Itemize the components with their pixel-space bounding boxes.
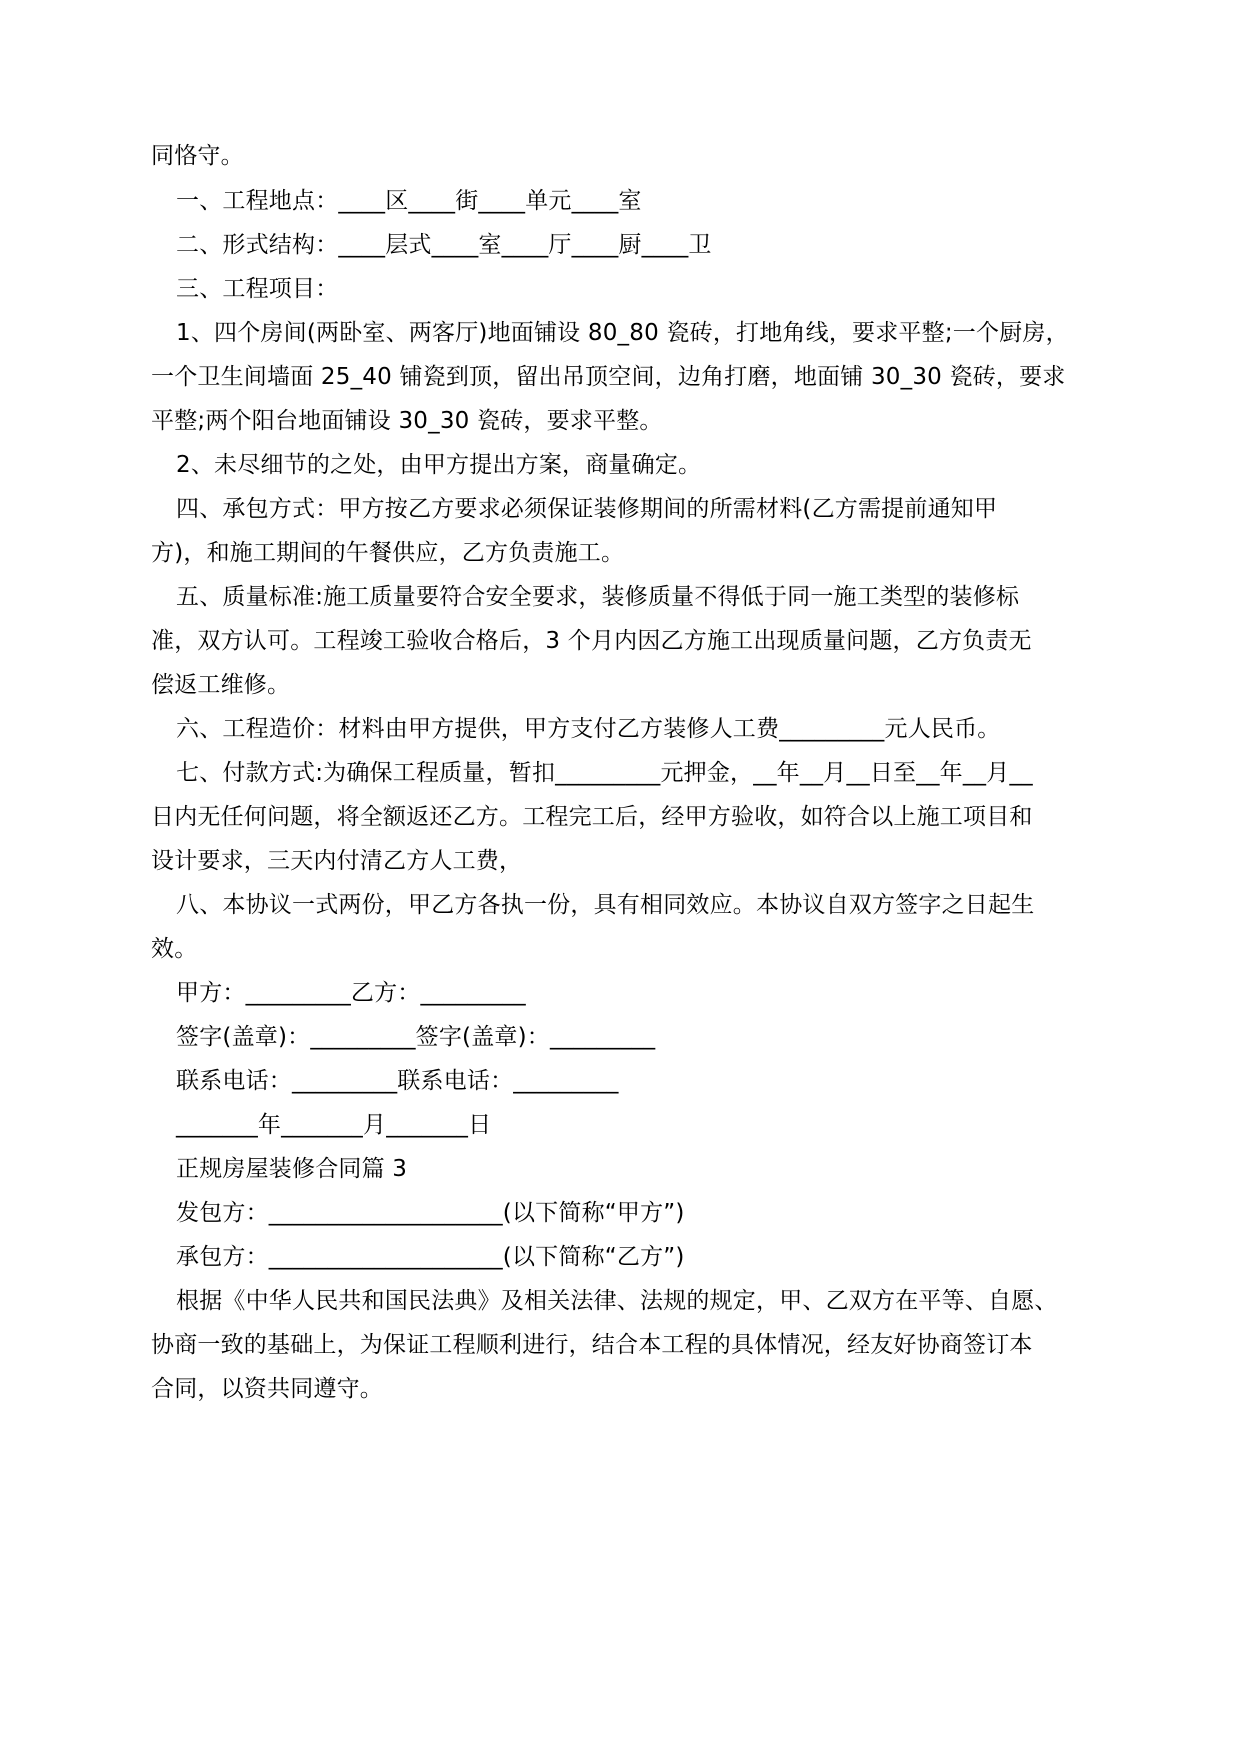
- clause-agreement-copies: 八、本协议一式两份，甲乙方各执一份，具有相同效应。本协议自双方签字之日起生: [176, 892, 1035, 918]
- text-line: 方)，和施工期间的午餐供应，乙方负责施工。: [151, 540, 625, 566]
- phone-line: 联系电话：_________联系电话：_________: [176, 1068, 619, 1094]
- clause-quality-standard: 五、质量标准:施工质量要符合安全要求，装修质量不得低于同一施工类型的装修标: [176, 584, 1020, 610]
- text-line: 同恪守。: [151, 143, 244, 169]
- party-names: 甲方：_________乙方：_________: [176, 980, 526, 1006]
- date-line: _______年_______月_______日: [176, 1112, 492, 1138]
- text-line: 偿返工维修。: [151, 672, 291, 698]
- contractor-line: 承包方：____________________(以下简称“乙方”): [176, 1244, 685, 1270]
- text-line: 日内无任何问题，将全额返还乙方。工程完工后，经甲方验收，如符合以上施工项目和: [151, 804, 1033, 830]
- text-line: 协商一致的基础上，为保证工程顺利进行，结合本工程的具体情况，经友好协商签订本: [151, 1332, 1033, 1358]
- clause-payment-method: 七、付款方式:为确保工程质量，暂扣_________元押金，__年__月__日至__年__月__: [176, 760, 1033, 786]
- text-line: 设计要求，三天内付清乙方人工费，: [151, 848, 523, 874]
- text-line: 一个卫生间墙面 25_40 铺瓷到顶，留出吊顶空间，边角打磨，地面铺 30_30 瓷砖，要求: [151, 364, 1066, 390]
- signature-line: 签字(盖章)：_________签字(盖章)：_________: [176, 1024, 656, 1050]
- text-line: 2、未尽细节的之处，由甲方提出方案，商量确定。: [176, 452, 702, 478]
- text-line: 1、四个房间(两卧室、两客厅)地面铺设 80_80 瓷砖，打地角线，要求平整;一个厨房，: [176, 320, 1069, 346]
- clause-project-location: 一、工程地点：____区____街____单元____室: [176, 188, 642, 214]
- clause-contract-method: 四、承包方式：甲方按乙方要求必须保证装修期间的所需材料(乙方需提前通知甲: [176, 496, 998, 522]
- text-line: 根据《中华人民共和国民法典》及相关法律、法规的规定，甲、乙双方在平等、自愿、: [176, 1288, 1058, 1314]
- text-line: 准，双方认可。工程竣工验收合格后，3 个月内因乙方施工出现质量问题，乙方负责无: [151, 628, 1032, 654]
- section-title: 正规房屋装修合同篇 3: [176, 1156, 408, 1182]
- text-line: 效。: [151, 936, 198, 962]
- clause-structure: 二、形式结构：____层式____室____厅____厨____卫: [176, 232, 712, 258]
- text-line: 合同，以资共同遵守。: [151, 1376, 383, 1402]
- employer-line: 发包方：____________________(以下简称“甲方”): [176, 1200, 685, 1226]
- clause-project-cost: 六、工程造价：材料由甲方提供，甲方支付乙方装修人工费_________元人民币。: [176, 716, 1001, 742]
- text-line: 平整;两个阳台地面铺设 30_30 瓷砖，要求平整。: [151, 408, 663, 434]
- clause-project-items: 三、工程项目：: [176, 276, 339, 302]
